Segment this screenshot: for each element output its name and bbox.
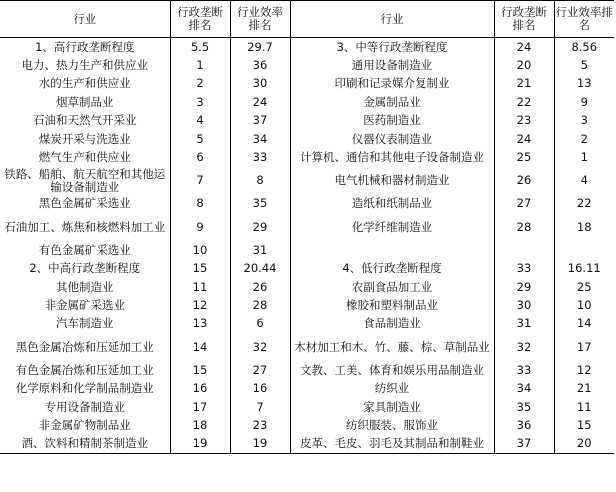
table-row (0, 241, 614, 259)
cell-eff-rank-left: 30 (230, 75, 290, 93)
cell-industry-right: 食品制造业 (290, 315, 494, 333)
cell-eff-rank-right: 5 (554, 56, 614, 74)
cell-eff-rank-left: 20.44 (230, 260, 290, 278)
header-row (0, 1, 614, 38)
cell-industry-left: 电力、热力生产和供应业 (21, 58, 148, 73)
cell-eff-rank-right: 2 (554, 130, 614, 148)
table-row (0, 435, 614, 454)
cell-eff-rank-left: 24 (230, 93, 290, 111)
cell-admin-rank-right: 27 (494, 195, 554, 213)
cell-admin-rank-right: 33 (494, 260, 554, 278)
cell-industry-left: 烟草制品业 (56, 94, 114, 109)
cell-eff-rank-left: 32 (230, 333, 290, 361)
cell-admin-rank-left: 5 (170, 130, 230, 148)
cell-eff-rank-left: 26 (230, 278, 290, 296)
cell-eff-rank-left: 8 (230, 167, 290, 195)
cell-eff-rank-right: 15 (554, 416, 614, 434)
cell-admin-rank-right: 36 (494, 416, 554, 434)
cell-industry-right: 印刷和记录媒介复制业 (290, 75, 494, 93)
cell-eff-rank-left: 31 (230, 241, 290, 259)
header-eff-rank-left: 行业效率排名 (230, 1, 290, 38)
cell-admin-rank-right: 31 (494, 315, 554, 333)
cell-admin-rank-right: 23 (494, 112, 554, 130)
cell-admin-rank-right: 24 (494, 38, 554, 57)
header-admin-rank-left: 行政垄断排名 (170, 1, 230, 38)
cell-industry-right: 化学纤维制造业 (290, 213, 494, 241)
cell-admin-rank-right: 35 (494, 398, 554, 416)
cell-industry-right: 4、低行政垄断程度 (290, 260, 494, 278)
cell-admin-rank-right: 28 (494, 213, 554, 241)
cell-industry-left: 黑色金属矿采选业 (38, 196, 131, 211)
cell-eff-rank-right: 9 (554, 93, 614, 111)
cell-admin-rank-left: 13 (170, 315, 230, 333)
cell-admin-rank-right: 33 (494, 361, 554, 379)
cell-admin-rank-right (494, 241, 554, 259)
cell-admin-rank-left: 7 (170, 167, 230, 195)
cell-eff-rank-right: 1 (554, 148, 614, 166)
cell-admin-rank-right: 22 (494, 93, 554, 111)
table-row (0, 56, 614, 74)
cell-eff-rank-right: 18 (554, 213, 614, 241)
table-row (0, 38, 614, 57)
cell-eff-rank-right: 10 (554, 296, 614, 314)
cell-eff-rank-left: 29.7 (230, 38, 290, 57)
table-row (0, 75, 614, 93)
table-row (0, 130, 614, 148)
cell-eff-rank-left: 27 (230, 361, 290, 379)
cell-eff-rank-left: 35 (230, 195, 290, 213)
cell-admin-rank-right: 37 (494, 435, 554, 454)
header-industry-right: 行业 (290, 1, 494, 38)
cell-admin-rank-left: 10 (170, 241, 230, 259)
cell-admin-rank-right: 25 (494, 148, 554, 166)
table-row (0, 278, 614, 296)
table-row (0, 315, 614, 333)
table-row (0, 416, 614, 434)
cell-admin-rank-left: 18 (170, 416, 230, 434)
cell-industry-right: 木材加工和木、竹、藤、棕、草制品业 (290, 333, 494, 361)
cell-admin-rank-right: 29 (494, 278, 554, 296)
cell-industry-right (290, 241, 494, 259)
cell-admin-rank-left: 1 (170, 56, 230, 74)
cell-eff-rank-left: 36 (230, 56, 290, 74)
cell-admin-rank-left: 11 (170, 278, 230, 296)
cell-industry-left: 铁路、船舶、航天航空和其他运输设备制造业 (4, 166, 166, 194)
cell-industry-right: 家具制造业 (290, 398, 494, 416)
cell-industry-left: 其他制造业 (56, 279, 114, 294)
cell-eff-rank-right: 14 (554, 315, 614, 333)
cell-eff-rank-left: 16 (230, 379, 290, 397)
table-row (0, 148, 614, 166)
cell-admin-rank-left: 15 (170, 260, 230, 278)
cell-admin-rank-left: 16 (170, 379, 230, 397)
cell-industry-left: 汽车制造业 (56, 316, 114, 331)
cell-eff-rank-right: 16.11 (554, 260, 614, 278)
cell-admin-rank-right: 24 (494, 130, 554, 148)
cell-eff-rank-right: 25 (554, 278, 614, 296)
table-row (0, 333, 614, 361)
cell-admin-rank-left: 17 (170, 398, 230, 416)
cell-admin-rank-left: 3 (170, 93, 230, 111)
cell-admin-rank-right: 20 (494, 56, 554, 74)
cell-admin-rank-right: 26 (494, 167, 554, 195)
table-row (0, 93, 614, 111)
cell-admin-rank-right: 34 (494, 379, 554, 397)
cell-eff-rank-left: 28 (230, 296, 290, 314)
cell-industry-right: 电气机械和器材制造业 (290, 167, 494, 195)
cell-industry-left: 煤炭开采与洗选业 (38, 131, 131, 146)
cell-eff-rank-right: 8.56 (554, 38, 614, 57)
cell-eff-rank-right: 4 (554, 167, 614, 195)
cell-admin-rank-left: 8 (170, 195, 230, 213)
cell-industry-right: 造纸和纸制品业 (290, 195, 494, 213)
cell-industry-left: 非金属矿采选业 (44, 297, 125, 312)
cell-eff-rank-left: 33 (230, 148, 290, 166)
cell-eff-rank-right: 3 (554, 112, 614, 130)
cell-eff-rank-right (554, 241, 614, 259)
cell-admin-rank-left: 4 (170, 112, 230, 130)
cell-admin-rank-left: 14 (170, 333, 230, 361)
cell-industry-right: 农副食品加工业 (290, 278, 494, 296)
table-row (0, 398, 614, 416)
cell-admin-rank-right: 30 (494, 296, 554, 314)
cell-industry-right: 纺织业 (290, 379, 494, 397)
table-row (0, 296, 614, 314)
cell-admin-rank-left: 12 (170, 296, 230, 314)
header-admin-rank-right: 行政垄断排名 (494, 1, 554, 38)
cell-industry-left: 石油加工、炼焦和核燃料加工业 (4, 219, 166, 234)
cell-admin-rank-left: 9 (170, 213, 230, 241)
cell-eff-rank-left: 6 (230, 315, 290, 333)
cell-industry-right: 橡胶和塑料制品业 (290, 296, 494, 314)
table-row (0, 260, 614, 278)
cell-eff-rank-left: 23 (230, 416, 290, 434)
cell-eff-rank-left: 29 (230, 213, 290, 241)
table-row (0, 112, 614, 130)
cell-industry-right: 金属制品业 (290, 93, 494, 111)
cell-industry-left: 有色金属矿采选业 (38, 242, 131, 257)
cell-industry-left: 1、高行政垄断程度 (35, 39, 135, 54)
cell-eff-rank-left: 7 (230, 398, 290, 416)
cell-eff-rank-right: 20 (554, 435, 614, 454)
cell-industry-right: 计算机、通信和其他电子设备制造业 (290, 148, 494, 166)
cell-industry-left: 专用设备制造业 (44, 399, 125, 414)
table-row (0, 167, 614, 195)
cell-industry-right: 纺织服装、服饰业 (290, 416, 494, 434)
cell-industry-left: 水的生产和供应业 (38, 76, 131, 91)
cell-industry-right: 3、中等行政垄断程度 (290, 38, 494, 57)
cell-eff-rank-right: 12 (554, 361, 614, 379)
header-eff-rank-right: 行业效率排名 (554, 1, 614, 38)
cell-eff-rank-right: 17 (554, 333, 614, 361)
cell-eff-rank-right: 13 (554, 75, 614, 93)
cell-admin-rank-right: 21 (494, 75, 554, 93)
cell-industry-left: 有色金属冶炼和压延加工业 (15, 362, 154, 377)
cell-industry-left: 燃气生产和供应业 (38, 150, 131, 165)
table-row (0, 379, 614, 397)
cell-admin-rank-right: 32 (494, 333, 554, 361)
cell-industry-left: 非金属矿物制品业 (38, 417, 131, 432)
table-row (0, 213, 614, 241)
header-industry-left: 行业 (0, 1, 170, 38)
cell-industry-right: 皮革、毛皮、羽毛及其制品和制鞋业 (290, 435, 494, 454)
cell-industry-left: 2、中高行政垄断程度 (29, 261, 141, 276)
cell-admin-rank-left: 6 (170, 148, 230, 166)
cell-eff-rank-right: 22 (554, 195, 614, 213)
cell-industry-left: 黑色金属冶炼和压延加工业 (15, 339, 154, 354)
cell-admin-rank-left: 19 (170, 435, 230, 454)
cell-eff-rank-left: 34 (230, 130, 290, 148)
table-row (0, 195, 614, 213)
cell-industry-left: 酒、饮料和精制茶制造业 (0, 435, 170, 454)
cell-eff-rank-right: 21 (554, 379, 614, 397)
cell-admin-rank-left: 15 (170, 361, 230, 379)
cell-eff-rank-right: 11 (554, 398, 614, 416)
cell-industry-right: 医药制造业 (290, 112, 494, 130)
cell-industry-right: 仪器仪表制造业 (290, 130, 494, 148)
cell-admin-rank-left: 2 (170, 75, 230, 93)
cell-industry-right: 通用设备制造业 (290, 56, 494, 74)
cell-industry-left: 化学原料和化学制品制造业 (15, 381, 154, 396)
cell-industry-left: 石油和天然气开采业 (33, 113, 137, 128)
table-row (0, 361, 614, 379)
cell-eff-rank-left: 19 (230, 435, 290, 454)
table-body (0, 38, 614, 454)
cell-admin-rank-left: 5.5 (170, 38, 230, 57)
cell-eff-rank-left: 37 (230, 112, 290, 130)
cell-industry-right: 文教、工美、体育和娱乐用品制造业 (290, 361, 494, 379)
